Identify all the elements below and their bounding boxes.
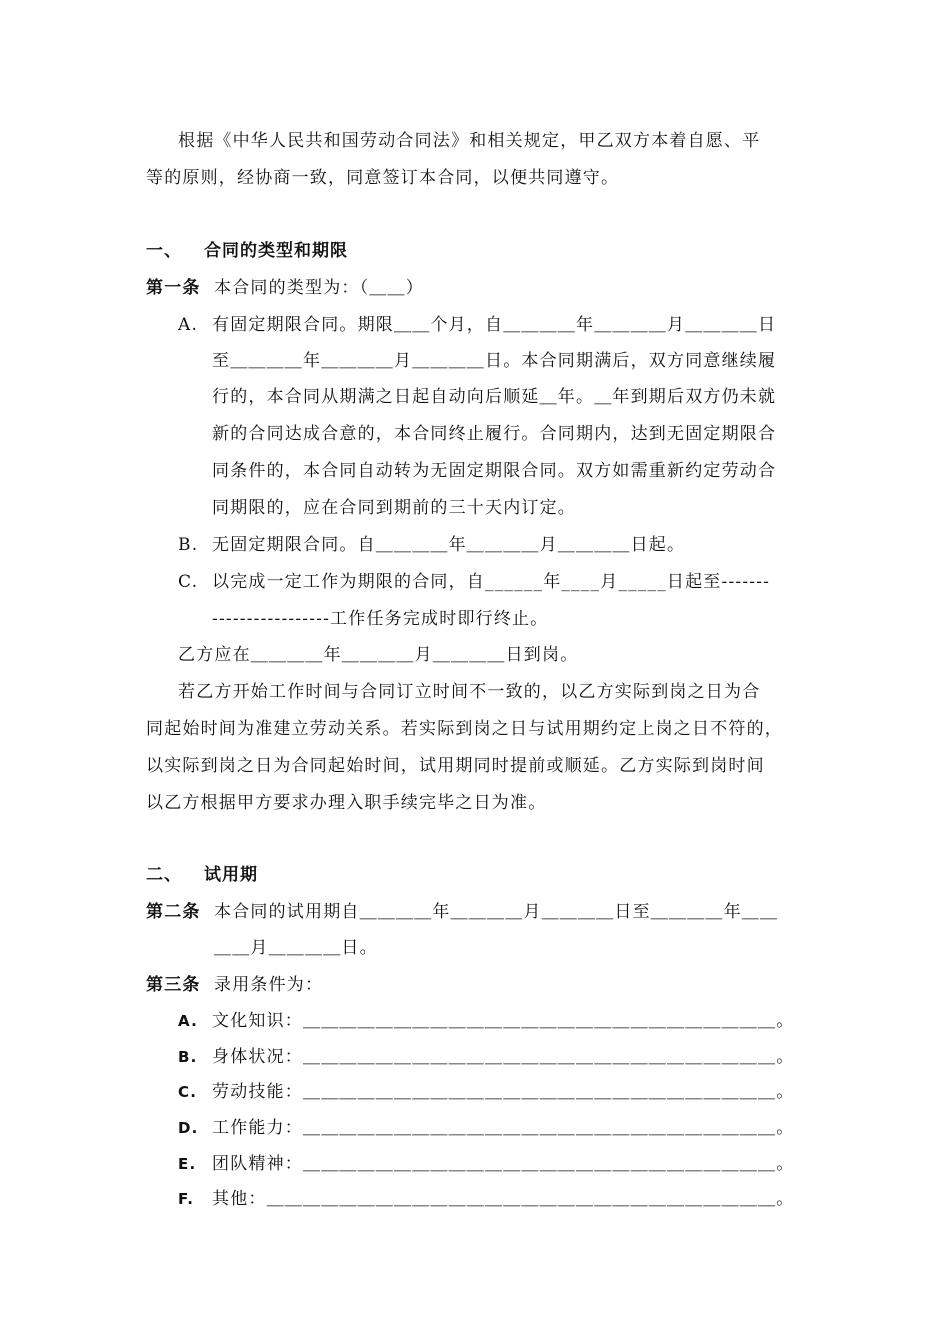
paragraph-line-3: 以实际到岗之日为合同起始时间，试用期同时提前或顺延。乙方实际到岗时间 (146, 756, 765, 776)
item-letter: D. (178, 1119, 199, 1137)
article-2-line-2: ＿＿月＿＿＿＿日。 (214, 938, 378, 958)
section-heading-1 (146, 236, 348, 261)
article-text: 本合同的类型为：（＿＿） (214, 278, 424, 298)
article-3 (146, 970, 323, 995)
item-text: 身体状况：＿＿＿＿＿＿＿＿＿＿＿＿＿＿＿＿＿＿＿＿＿＿＿＿＿＿。 (212, 1047, 795, 1067)
item-letter: C. (178, 1083, 198, 1101)
item-letter: A. (178, 1012, 198, 1030)
section-title: 试用期 (204, 865, 258, 885)
article-2-line-1 (146, 897, 778, 922)
option-a-line-1 (178, 310, 776, 335)
item-letter: F. (178, 1190, 195, 1208)
option-a-line-4: 新的合同达成合意的，本合同终止履行。合同期内，达到无固定期限合 (212, 424, 777, 444)
article-label: 第二条 (146, 902, 201, 922)
condition-item-a (178, 1006, 794, 1031)
item-letter: E. (178, 1155, 197, 1173)
option-a-line-5: 同条件的，本合同自动转为无固定期限合同。双方如需重新约定劳动合 (212, 461, 777, 481)
item-text: 工作能力：＿＿＿＿＿＿＿＿＿＿＿＿＿＿＿＿＿＿＿＿＿＿＿＿＿＿。 (212, 1118, 795, 1138)
item-text: 文化知识：＿＿＿＿＿＿＿＿＿＿＿＿＿＿＿＿＿＿＿＿＿＿＿＿＿＿。 (212, 1011, 795, 1031)
option-letter: A. (178, 315, 199, 335)
section-title: 合同的类型和期限 (204, 241, 348, 261)
option-letter: B. (178, 535, 199, 555)
item-text: 其他：＿＿＿＿＿＿＿＿＿＿＿＿＿＿＿＿＿＿＿＿＿＿＿＿＿＿＿＿。 (212, 1189, 795, 1209)
intro-line-1: 根据《中华人民共和国劳动合同法》和相关规定，甲乙双方本着自愿、平 (178, 131, 761, 151)
option-text: 以完成一定工作为期限的合同，自______年____月_____日起至------- (212, 572, 771, 592)
option-c-line-2: -----------------工作任务完成时即行终止。 (212, 609, 549, 629)
paragraph-line-1: 若乙方开始工作时间与合同订立时间不一致的，以乙方实际到岗之日为合 (178, 682, 761, 702)
option-a-line-2: 至＿＿＿＿年＿＿＿＿月＿＿＿＿日。本合同期满后，双方同意继续履 (212, 351, 777, 371)
condition-item-c (178, 1077, 794, 1102)
article-text: 本合同的试用期自＿＿＿＿年＿＿＿＿月＿＿＿＿日至＿＿＿＿年＿＿ (214, 902, 779, 922)
article-1 (146, 273, 424, 298)
paragraph-line-4: 以乙方根据甲方要求办理入职手续完毕之日为准。 (146, 793, 547, 813)
condition-item-f (178, 1184, 794, 1209)
option-a-line-6: 同期限的，应在合同到期前的三十天内订定。 (212, 498, 576, 518)
paragraph-line-2: 同起始时间为准建立劳动关系。若实际到岗之日与试用期约定上岗之日不符的， (146, 719, 783, 739)
option-c-line-1 (178, 567, 770, 592)
item-letter: B. (178, 1048, 198, 1066)
article-label: 第三条 (146, 975, 201, 995)
option-letter: C. (178, 572, 199, 592)
condition-item-d (178, 1113, 794, 1138)
option-b (178, 530, 685, 555)
option-text: 有固定期限合同。期限＿＿个月，自＿＿＿＿年＿＿＿＿月＿＿＿＿日 (212, 315, 777, 335)
option-text: 无固定期限合同。自＿＿＿＿年＿＿＿＿月＿＿＿＿日起。 (212, 535, 686, 555)
intro-line-2: 等的原则，经协商一致，同意签订本合同，以便共同遵守。 (146, 168, 620, 188)
report-date-line: 乙方应在＿＿＿＿年＿＿＿＿月＿＿＿＿日到岗。 (178, 645, 579, 665)
condition-item-b (178, 1042, 794, 1067)
item-text: 团队精神：＿＿＿＿＿＿＿＿＿＿＿＿＿＿＿＿＿＿＿＿＿＿＿＿＿＿。 (212, 1154, 795, 1174)
article-text: 录用条件为： (214, 975, 324, 995)
section-heading-2 (146, 860, 258, 885)
section-number: 二、 (146, 865, 182, 885)
section-number: 一、 (146, 241, 182, 261)
condition-item-e (178, 1149, 794, 1174)
option-a-line-3: 行的，本合同从期满之日起自动向后顺延＿年。＿年到期后双方仍未就 (212, 387, 777, 407)
article-label: 第一条 (146, 278, 201, 298)
item-text: 劳动技能：＿＿＿＿＿＿＿＿＿＿＿＿＿＿＿＿＿＿＿＿＿＿＿＿＿＿。 (212, 1082, 795, 1102)
